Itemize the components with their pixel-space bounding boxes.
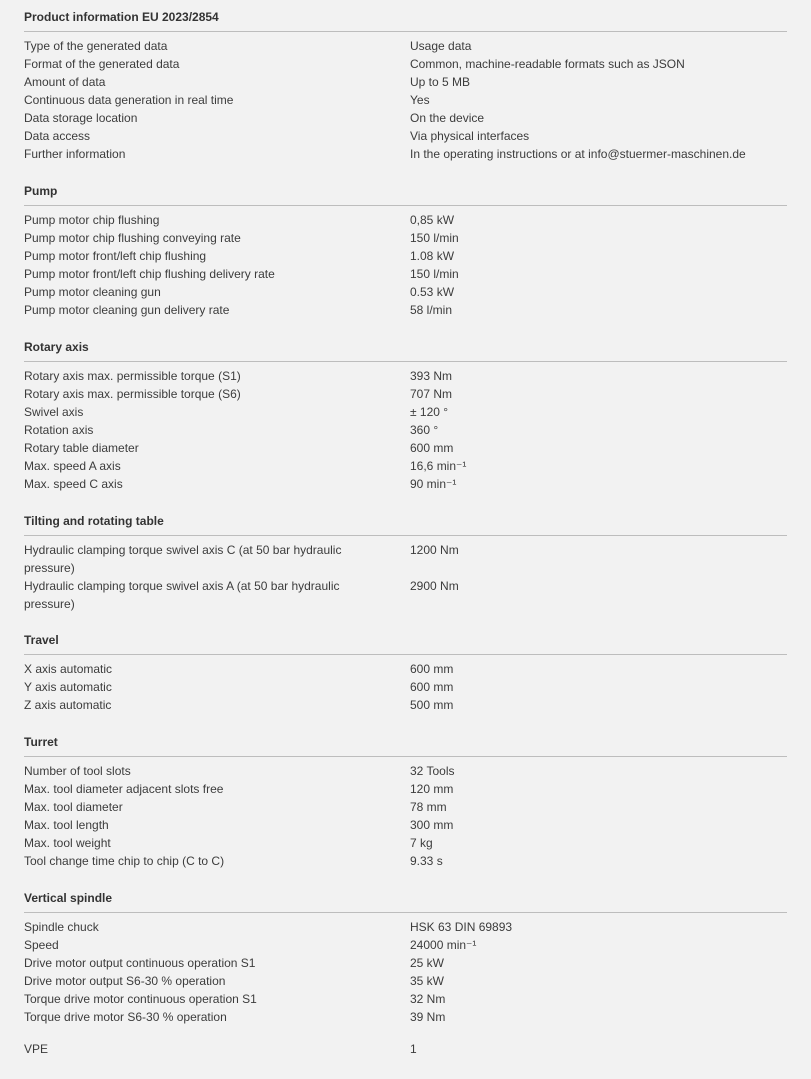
spec-row: [24, 852, 787, 870]
spec-label: Max. speed A axis: [24, 459, 121, 473]
section-title: Product information EU 2023/2854: [24, 10, 219, 24]
spec-value: Yes: [410, 93, 430, 107]
spec-row: [24, 385, 787, 403]
spec-row: [24, 283, 787, 301]
spec-row: [24, 475, 787, 493]
spec-row: [24, 834, 787, 852]
spec-value: 32 Nm: [410, 992, 446, 1006]
spec-label: Max. tool diameter adjacent slots free: [24, 782, 224, 796]
spec-value: 1.08 kW: [410, 249, 455, 263]
spec-row: [24, 696, 787, 714]
spec-value: 7 kg: [410, 836, 433, 850]
spec-label: Pump motor cleaning gun delivery rate: [24, 303, 230, 317]
spec-label: Tool change time chip to chip (C to C): [24, 854, 225, 868]
spec-label: Hydraulic clamping torque swivel axis C (at 50 bar hydraulic pressure): [24, 543, 342, 575]
spec-row: [24, 457, 787, 475]
spec-row: [24, 936, 787, 954]
spec-row: [24, 211, 787, 229]
spec-row: [24, 541, 787, 577]
spec-label: Rotary axis max. permissible torque (S1): [24, 369, 241, 383]
spec-value: 39 Nm: [410, 1010, 446, 1024]
spec-value: Via physical interfaces: [410, 129, 530, 143]
spec-label: Speed: [24, 938, 59, 952]
spec-row: [24, 73, 787, 91]
spec-label: Continuous data generation in real time: [24, 93, 234, 107]
spec-label: Data storage location: [24, 111, 138, 125]
section-turret: [24, 733, 787, 870]
spec-row: [24, 367, 787, 385]
spec-row: [24, 780, 787, 798]
spec-label: Drive motor output S6-30 % operation: [24, 974, 226, 988]
spec-label: Rotation axis: [24, 423, 94, 437]
vpe-value: 1: [410, 1042, 417, 1056]
section-product-information: [24, 8, 787, 163]
spec-value: Common, machine-readable formats such as JSON: [410, 57, 685, 71]
section-rotary-axis: [24, 338, 787, 493]
spec-value: 90 min⁻¹: [410, 477, 457, 491]
spec-value: In the operating instructions or at info@stuermer-maschinen.de: [410, 147, 746, 161]
spec-label: Spindle chuck: [24, 920, 99, 934]
spec-rows: [24, 762, 787, 870]
spec-value: 150 l/min: [410, 231, 459, 245]
spec-row: [24, 798, 787, 816]
spec-value: 600 mm: [410, 441, 454, 455]
section-tilting-rotating-table: [24, 512, 787, 613]
section-divider: [24, 756, 787, 757]
spec-value: 78 mm: [410, 800, 447, 814]
spec-row: [24, 954, 787, 972]
spec-value: 25 kW: [410, 956, 445, 970]
spec-rows: [24, 367, 787, 493]
spec-row: [24, 816, 787, 834]
spec-label: Rotary axis max. permissible torque (S6): [24, 387, 241, 401]
section-pump: [24, 182, 787, 319]
section-title: Tilting and rotating table: [24, 514, 164, 528]
spec-label: Pump motor front/left chip flushing delivery rate: [24, 267, 275, 281]
section-title: Vertical spindle: [24, 891, 113, 905]
spec-value: 120 mm: [410, 782, 454, 796]
spec-row: [24, 403, 787, 421]
spec-value: Usage data: [410, 39, 472, 53]
spec-value: 58 l/min: [410, 303, 453, 317]
spec-value: 35 kW: [410, 974, 445, 988]
spec-row: [24, 229, 787, 247]
spec-row: [24, 127, 787, 145]
section-divider: [24, 654, 787, 655]
spec-rows: [24, 660, 787, 714]
spec-label: Drive motor output continuous operation S1: [24, 956, 256, 970]
spec-row: [24, 439, 787, 457]
section-title: Rotary axis: [24, 340, 89, 354]
spec-label: Hydraulic clamping torque swivel axis A (at 50 bar hydraulic pressure): [24, 579, 340, 611]
spec-row: [24, 37, 787, 55]
section-title: Turret: [24, 735, 58, 749]
spec-label: Type of the generated data: [24, 39, 168, 53]
spec-label: X axis automatic: [24, 662, 113, 676]
spec-label: Pump motor chip flushing: [24, 213, 160, 227]
spec-value: 2900 Nm: [410, 579, 459, 593]
spec-label: Pump motor chip flushing conveying rate: [24, 231, 241, 245]
spec-label: Further information: [24, 147, 126, 161]
section-title: Travel: [24, 633, 59, 647]
section-divider: [24, 535, 787, 536]
spec-value: 32 Tools: [410, 764, 455, 778]
spec-label: Amount of data: [24, 75, 106, 89]
spec-label: Format of the generated data: [24, 57, 180, 71]
spec-value: 0.53 kW: [410, 285, 455, 299]
section-title: Pump: [24, 184, 58, 198]
spec-row: [24, 1008, 787, 1026]
spec-row: [24, 762, 787, 780]
spec-row: [24, 109, 787, 127]
section-divider: [24, 31, 787, 32]
spec-value: 150 l/min: [410, 267, 459, 281]
spec-label: Number of tool slots: [24, 764, 131, 778]
section-divider: [24, 912, 787, 913]
spec-row: [24, 247, 787, 265]
spec-row: [24, 145, 787, 163]
spec-rows: [24, 211, 787, 319]
spec-value: 393 Nm: [410, 369, 453, 383]
spec-row: [24, 265, 787, 283]
spec-row: [24, 55, 787, 73]
spec-value: 16,6 min⁻¹: [410, 459, 467, 473]
spec-row: [24, 918, 787, 936]
spec-row: [24, 421, 787, 439]
section-travel: [24, 631, 787, 714]
spec-row: [24, 91, 787, 109]
spec-value: 24000 min⁻¹: [410, 938, 477, 952]
spec-label: Max. tool length: [24, 818, 109, 832]
spec-label: Pump motor front/left chip flushing: [24, 249, 207, 263]
spec-label: Z axis automatic: [24, 698, 112, 712]
spec-label: Pump motor cleaning gun: [24, 285, 161, 299]
spec-value: 9.33 s: [410, 854, 443, 868]
spec-row: [24, 972, 787, 990]
spec-label: Swivel axis: [24, 405, 84, 419]
spec-label: Torque drive motor continuous operation S1: [24, 992, 257, 1006]
spec-value: On the device: [410, 111, 485, 125]
vpe-label: VPE: [24, 1042, 49, 1056]
spec-value: 360 °: [410, 423, 439, 437]
vpe-row: [24, 1040, 787, 1058]
spec-label: Data access: [24, 129, 91, 143]
spec-label: Max. tool weight: [24, 836, 111, 850]
spec-label: Rotary table diameter: [24, 441, 139, 455]
spec-value: 600 mm: [410, 662, 454, 676]
spec-row: [24, 678, 787, 696]
spec-label: Torque drive motor S6-30 % operation: [24, 1010, 227, 1024]
spec-value: HSK 63 DIN 69893: [410, 920, 513, 934]
spec-label: Max. speed C axis: [24, 477, 123, 491]
spec-row: [24, 990, 787, 1008]
spec-value: 300 mm: [410, 818, 454, 832]
spec-label: Y axis automatic: [24, 680, 112, 694]
spec-row: [24, 660, 787, 678]
spec-row: [24, 577, 787, 613]
spec-rows: [24, 918, 787, 1026]
section-divider: [24, 205, 787, 206]
spec-rows: [24, 541, 787, 613]
spec-value: ± 120 °: [410, 405, 449, 419]
spec-value: 707 Nm: [410, 387, 453, 401]
section-vertical-spindle: [24, 889, 787, 1026]
spec-value: Up to 5 MB: [410, 75, 471, 89]
spec-value: 0,85 kW: [410, 213, 455, 227]
spec-rows: [24, 37, 787, 163]
spec-label: Max. tool diameter: [24, 800, 123, 814]
spec-row: [24, 301, 787, 319]
spec-value: 500 mm: [410, 698, 454, 712]
section-divider: [24, 361, 787, 362]
spec-value: 1200 Nm: [410, 543, 459, 557]
spec-value: 600 mm: [410, 680, 454, 694]
